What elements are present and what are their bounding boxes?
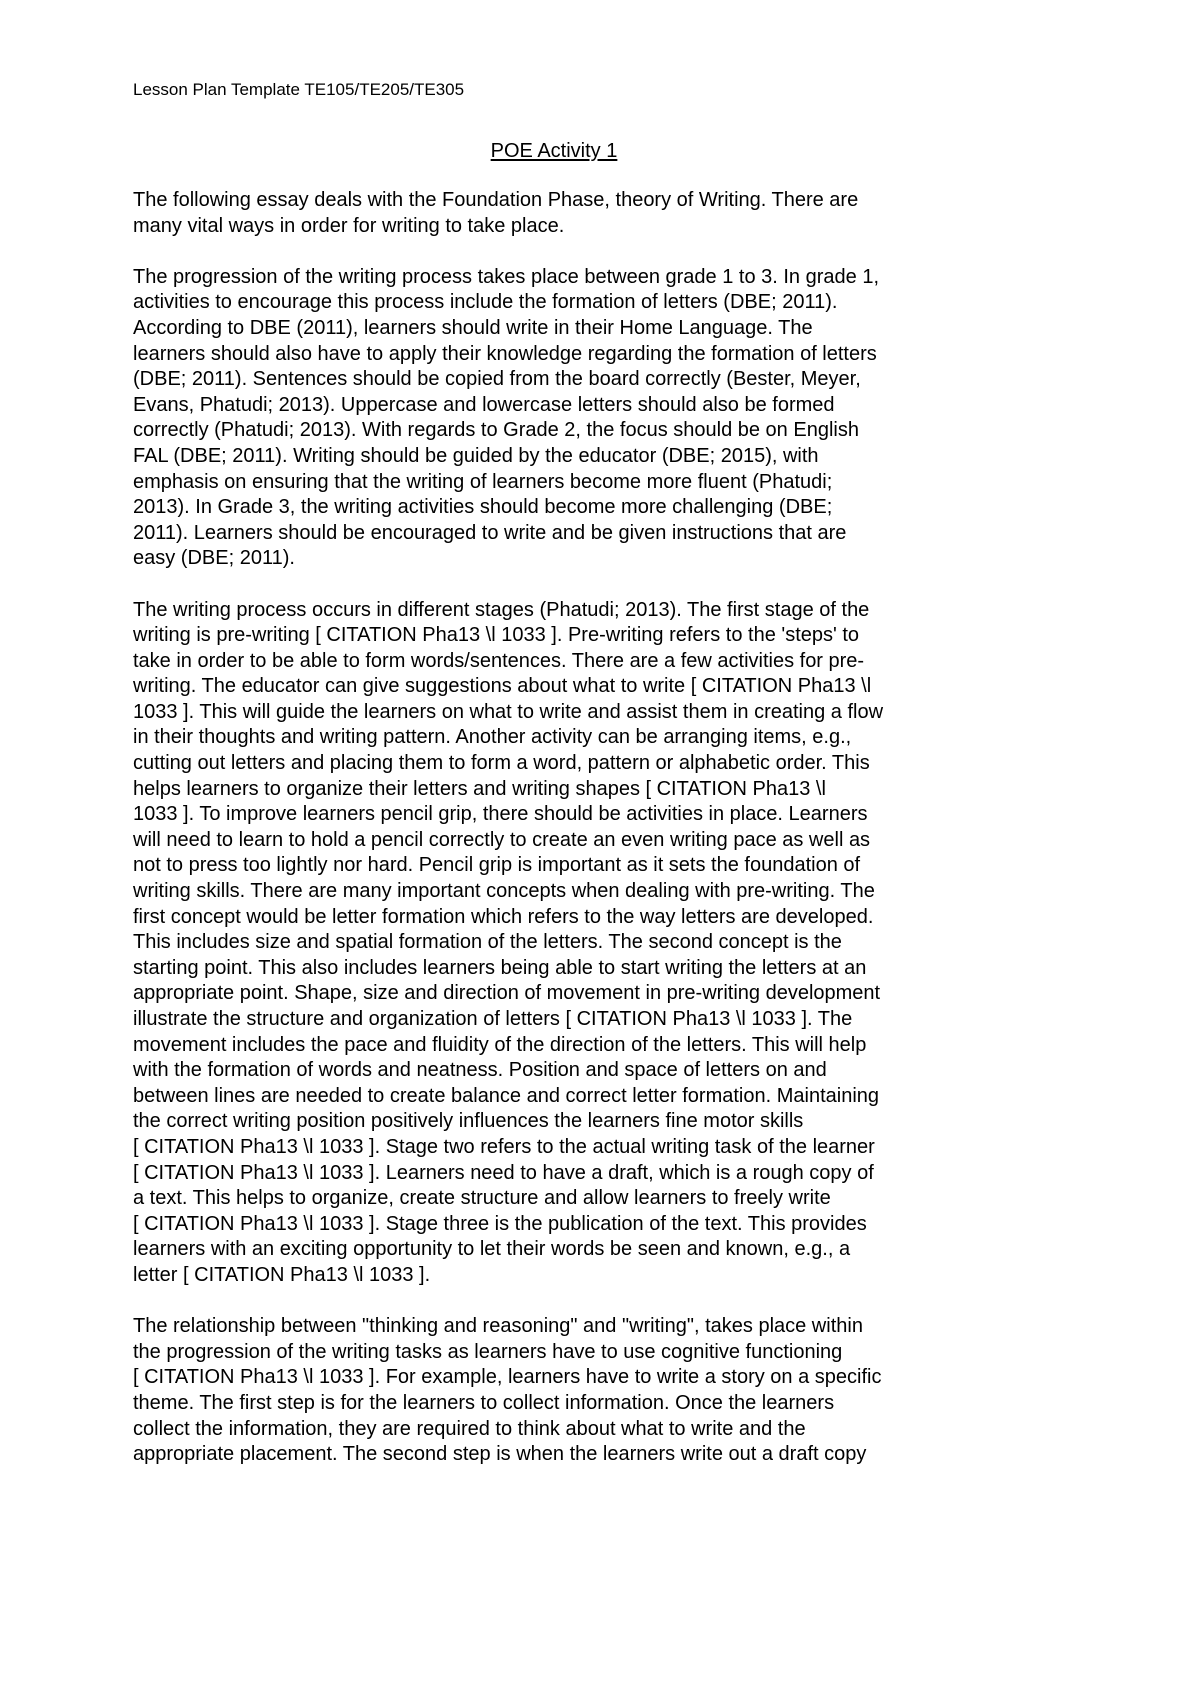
text-line: will need to learn to hold a pencil correctly to create an even writing pace as well as [133, 828, 871, 851]
text-line: a text. This helps to organize, create structure and allow learners to freely write [133, 1187, 831, 1210]
text-line: letter [ CITATION Pha13 \l 1033 ]. [133, 1263, 431, 1286]
text-line: 2013). In Grade 3, the writing activities should become more challenging (DBE; [133, 496, 833, 519]
text-line: [ CITATION Pha13 \l 1033 ]. Learners need to have a draft, which is a rough copy of [133, 1161, 874, 1184]
paragraph [133, 1314, 993, 1468]
document-body [133, 188, 993, 1493]
text-line: correctly (Phatudi; 2013). With regards to Grade 2, the focus should be on English [133, 419, 859, 442]
paragraph [133, 188, 993, 239]
document-title: POE Activity 1 [490, 140, 618, 162]
text-line: The writing process occurs in different stages (Phatudi; 2013). The first stage of the [133, 598, 870, 621]
text-line: writing. The educator can give suggestions about what to write [ CITATION Pha13 \l [133, 675, 872, 698]
text-line: writing is pre-writing [ CITATION Pha13 \l 1033 ]. Pre-writing refers to the 'steps' to [133, 624, 860, 647]
text-line: many vital ways in order for writing to take place. [133, 214, 565, 237]
text-line: the progression of the writing tasks as learners have to use cognitive functioning [133, 1340, 843, 1363]
text-line: FAL (DBE; 2011). Writing should be guided by the educator (DBE; 2015), with [133, 444, 819, 467]
text-line: [ CITATION Pha13 \l 1033 ]. Stage two refers to the actual writing task of the learner [133, 1135, 875, 1158]
text-line: writing skills. There are many important concepts when dealing with pre-writing. The [133, 880, 875, 903]
paragraph [133, 265, 993, 572]
text-line: This includes size and spatial formation of the letters. The second concept is the [133, 931, 842, 954]
text-line: [ CITATION Pha13 \l 1033 ]. For example, learners have to write a story on a specific [133, 1366, 882, 1389]
text-line: 1033 ]. This will guide the learners on what to write and assist them in creating a flow [133, 700, 884, 723]
text-line: theme. The first step is for the learners to collect information. Once the learners [133, 1391, 835, 1414]
text-line: collect the information, they are required to think about what to write and the [133, 1417, 806, 1440]
text-line: cutting out letters and placing them to form a word, pattern or alphabetic order. This [133, 752, 870, 775]
text-line: learners should also have to apply their knowledge regarding the formation of letters [133, 342, 877, 365]
text-line: helps learners to organize their letters and writing shapes [ CITATION Pha13 \l [133, 777, 826, 800]
text-line: movement includes the pace and fluidity of the direction of the letters. This will help [133, 1033, 867, 1056]
text-line: not to press too lightly nor hard. Pencil grip is important as it sets the foundation of [133, 854, 861, 877]
text-line: According to DBE (2011), learners should write in their Home Language. The [133, 316, 813, 339]
text-line: between lines are needed to create balance and correct letter formation. Maintaining [133, 1084, 880, 1107]
text-line: learners with an exciting opportunity to let their words be seen and known, e.g., a [133, 1238, 851, 1261]
text-line: with the formation of words and neatness. Position and space of letters on and [133, 1059, 827, 1082]
text-line: The following essay deals with the Foundation Phase, theory of Writing. There are [133, 189, 859, 211]
text-line: [ CITATION Pha13 \l 1033 ]. Stage three is the publication of the text. This provides [133, 1212, 867, 1235]
paragraph [133, 598, 993, 1289]
text-line: emphasis on ensuring that the writing of learners become more fluent (Phatudi; [133, 470, 833, 493]
text-line: easy (DBE; 2011). [133, 547, 295, 570]
text-line: illustrate the structure and organization of letters [ CITATION Pha13 \l 1033 ]. The [133, 1008, 853, 1030]
text-line: Evans, Phatudi; 2013). Uppercase and lowercase letters should also be formed [133, 393, 835, 416]
text-line: starting point. This also includes learners being able to start writing the letters at an [133, 956, 867, 979]
document-header: Lesson Plan Template TE105/TE205/TE305 [133, 80, 465, 99]
text-line: first concept would be letter formation which refers to the way letters are developed. [133, 905, 874, 928]
text-line: 1033 ]. To improve learners pencil grip, there should be activities in place. Learners [133, 803, 868, 826]
text-line: appropriate placement. The second step is when the learners write out a draft copy [133, 1443, 867, 1466]
text-line: the correct writing position positively influences the learners fine motor skills [133, 1110, 804, 1133]
text-line: (DBE; 2011). Sentences should be copied from the board correctly (Bester, Meyer, [133, 368, 861, 391]
text-line: 2011). Learners should be encouraged to write and be given instructions that are [133, 521, 847, 544]
text-line: The progression of the writing process takes place between grade 1 to 3. In grade 1, [133, 265, 879, 288]
text-line: activities to encourage this process include the formation of letters (DBE; 2011). [133, 291, 838, 314]
text-line: appropriate point. Shape, size and direction of movement in pre-writing development [133, 982, 881, 1005]
text-line: The relationship between "thinking and reasoning" and "writing", takes place within [133, 1315, 863, 1338]
text-line: in their thoughts and writing pattern. Another activity can be arranging items, e.g., [133, 726, 852, 749]
text-line: take in order to be able to form words/sentences. There are a few activities for pre- [133, 649, 865, 672]
